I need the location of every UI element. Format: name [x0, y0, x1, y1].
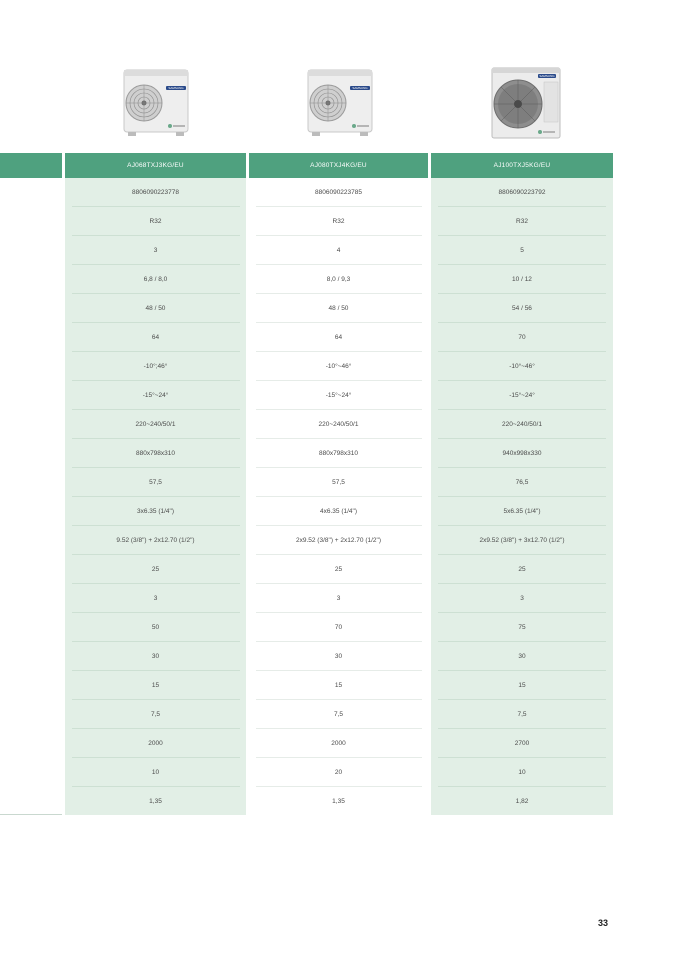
table-cell: 3 — [520, 595, 524, 602]
table-cell: 57,5 — [149, 479, 162, 486]
table-cell: 3 — [153, 595, 158, 602]
table-cell: 1,35 — [149, 798, 162, 805]
table-cell: 64 — [334, 334, 343, 341]
table-cell: 15 — [518, 682, 526, 689]
table-cell: 7,5 — [150, 711, 161, 718]
table-cell: 48 / 50 — [145, 305, 166, 312]
table-row — [0, 236, 613, 265]
brand-logo: SAMSUNG — [539, 74, 555, 79]
table-cell: 20 — [334, 769, 343, 776]
table-row — [0, 787, 613, 816]
table-cell: 15 — [334, 682, 343, 689]
table-row — [0, 410, 613, 439]
table-cell: 2x9.52 (3/8") + 2x12.70 (1/2") — [295, 537, 381, 544]
table-cell: 220~240/50/1 — [135, 421, 176, 428]
table-row — [0, 468, 613, 497]
table-cell: 7,5 — [333, 711, 344, 718]
table-cell: 25 — [334, 566, 343, 573]
table-cell: 2000 — [331, 740, 346, 747]
table-cell: 57,5 — [332, 479, 345, 486]
model-header-1: AJ068TXJ3KG/EU — [65, 153, 246, 178]
table-row — [0, 642, 613, 671]
table-row — [0, 381, 613, 410]
table-cell: 5x6.35 (1/4") — [503, 508, 541, 515]
table-cell: 4 — [336, 247, 341, 254]
table-cell: 8806090223778 — [132, 189, 179, 196]
table-cell: 1,35 — [332, 798, 345, 805]
table-cell: 220~240/50/1 — [318, 421, 359, 428]
table-cell: 940x998x330 — [502, 450, 542, 457]
brand-logo: SAMSUNG — [168, 86, 184, 91]
table-cell: 3x6.35 (1/4") — [137, 508, 174, 515]
table-cell: 3 — [153, 247, 158, 254]
table-cell: 70 — [334, 624, 343, 631]
table-cell: 1,82 — [515, 798, 529, 805]
table-row — [0, 294, 613, 323]
table-row — [0, 729, 613, 758]
brand-logo: SAMSUNG — [352, 86, 368, 91]
table-cell: -10°~46° — [325, 363, 352, 370]
table-row — [0, 265, 613, 294]
page-number: 33 — [597, 918, 608, 928]
table-row — [0, 671, 613, 700]
table-cell: 30 — [518, 653, 526, 660]
table-cell: -10°~46° — [509, 363, 535, 370]
outdoor-unit-image-2 — [304, 68, 376, 138]
spec-table — [0, 153, 613, 815]
table-cell: 3 — [336, 595, 341, 602]
table-row — [0, 352, 613, 381]
table-cell: -15°~24° — [509, 392, 535, 399]
table-row — [0, 584, 613, 613]
table-cell: R32 — [149, 218, 162, 225]
table-cell: 64 — [151, 334, 160, 341]
table-cell: R32 — [516, 218, 528, 225]
table-cell: 25 — [151, 566, 160, 573]
header-stub — [0, 153, 62, 178]
table-cell: 880x798x310 — [135, 450, 176, 457]
table-row — [0, 700, 613, 729]
table-cell: -15°~24° — [142, 392, 169, 399]
table-cell: 2x9.52 (3/8") + 3x12.70 (1/2") — [479, 537, 565, 544]
table-cell: 70 — [518, 334, 526, 341]
table-cell: 10 / 12 — [512, 276, 532, 283]
table-cell: 9.52 (3/8") + 2x12.70 (1/2") — [116, 537, 195, 544]
table-cell: 50 — [151, 624, 160, 631]
table-row — [0, 758, 613, 787]
table-cell: 15 — [151, 682, 160, 689]
model-header-3: AJ100TXJ5KG/EU — [431, 153, 613, 178]
table-cell: 10 — [151, 769, 160, 776]
table-cell: 76,5 — [515, 479, 529, 486]
table-cell: R32 — [332, 218, 345, 225]
table-row — [0, 439, 613, 468]
table-cell: 48 / 50 — [328, 305, 349, 312]
table-cell: 30 — [334, 653, 343, 660]
table-cell: 4x6.35 (1/4") — [320, 508, 357, 515]
table-cell: 5 — [520, 247, 524, 254]
table-cell: 10 — [518, 769, 526, 776]
table-cell: 2700 — [514, 740, 530, 747]
table-cell: 54 / 56 — [512, 305, 532, 312]
table-cell: 25 — [518, 566, 526, 573]
table-row — [0, 613, 613, 642]
table-row — [0, 207, 613, 236]
product-images-row — [0, 62, 678, 146]
table-body — [0, 178, 613, 815]
table-row — [0, 323, 613, 352]
table-cell: 75 — [518, 624, 526, 631]
table-row — [0, 497, 613, 526]
table-row — [0, 178, 613, 207]
table-header — [0, 153, 613, 178]
table-cell: 8,0 / 9,3 — [326, 276, 351, 283]
table-row — [0, 526, 613, 555]
table-cell: 6,8 / 8,0 — [143, 276, 168, 283]
table-cell: -10°;46° — [143, 363, 168, 370]
model-header-2: AJ080TXJ4KG/EU — [249, 153, 428, 178]
table-cell: 7,5 — [517, 711, 527, 718]
table-cell: 8806090223792 — [498, 189, 546, 196]
outdoor-unit-image-1 — [120, 68, 192, 138]
outdoor-unit-image-3 — [490, 66, 562, 142]
table-cell: 2000 — [148, 740, 163, 747]
table-row — [0, 555, 613, 584]
table-cell: 8806090223785 — [315, 189, 362, 196]
table-cell: -15°~24° — [325, 392, 352, 399]
table-cell: 880x798x310 — [318, 450, 359, 457]
table-cell: 30 — [151, 653, 160, 660]
table-cell: 220~240/50/1 — [502, 421, 542, 428]
